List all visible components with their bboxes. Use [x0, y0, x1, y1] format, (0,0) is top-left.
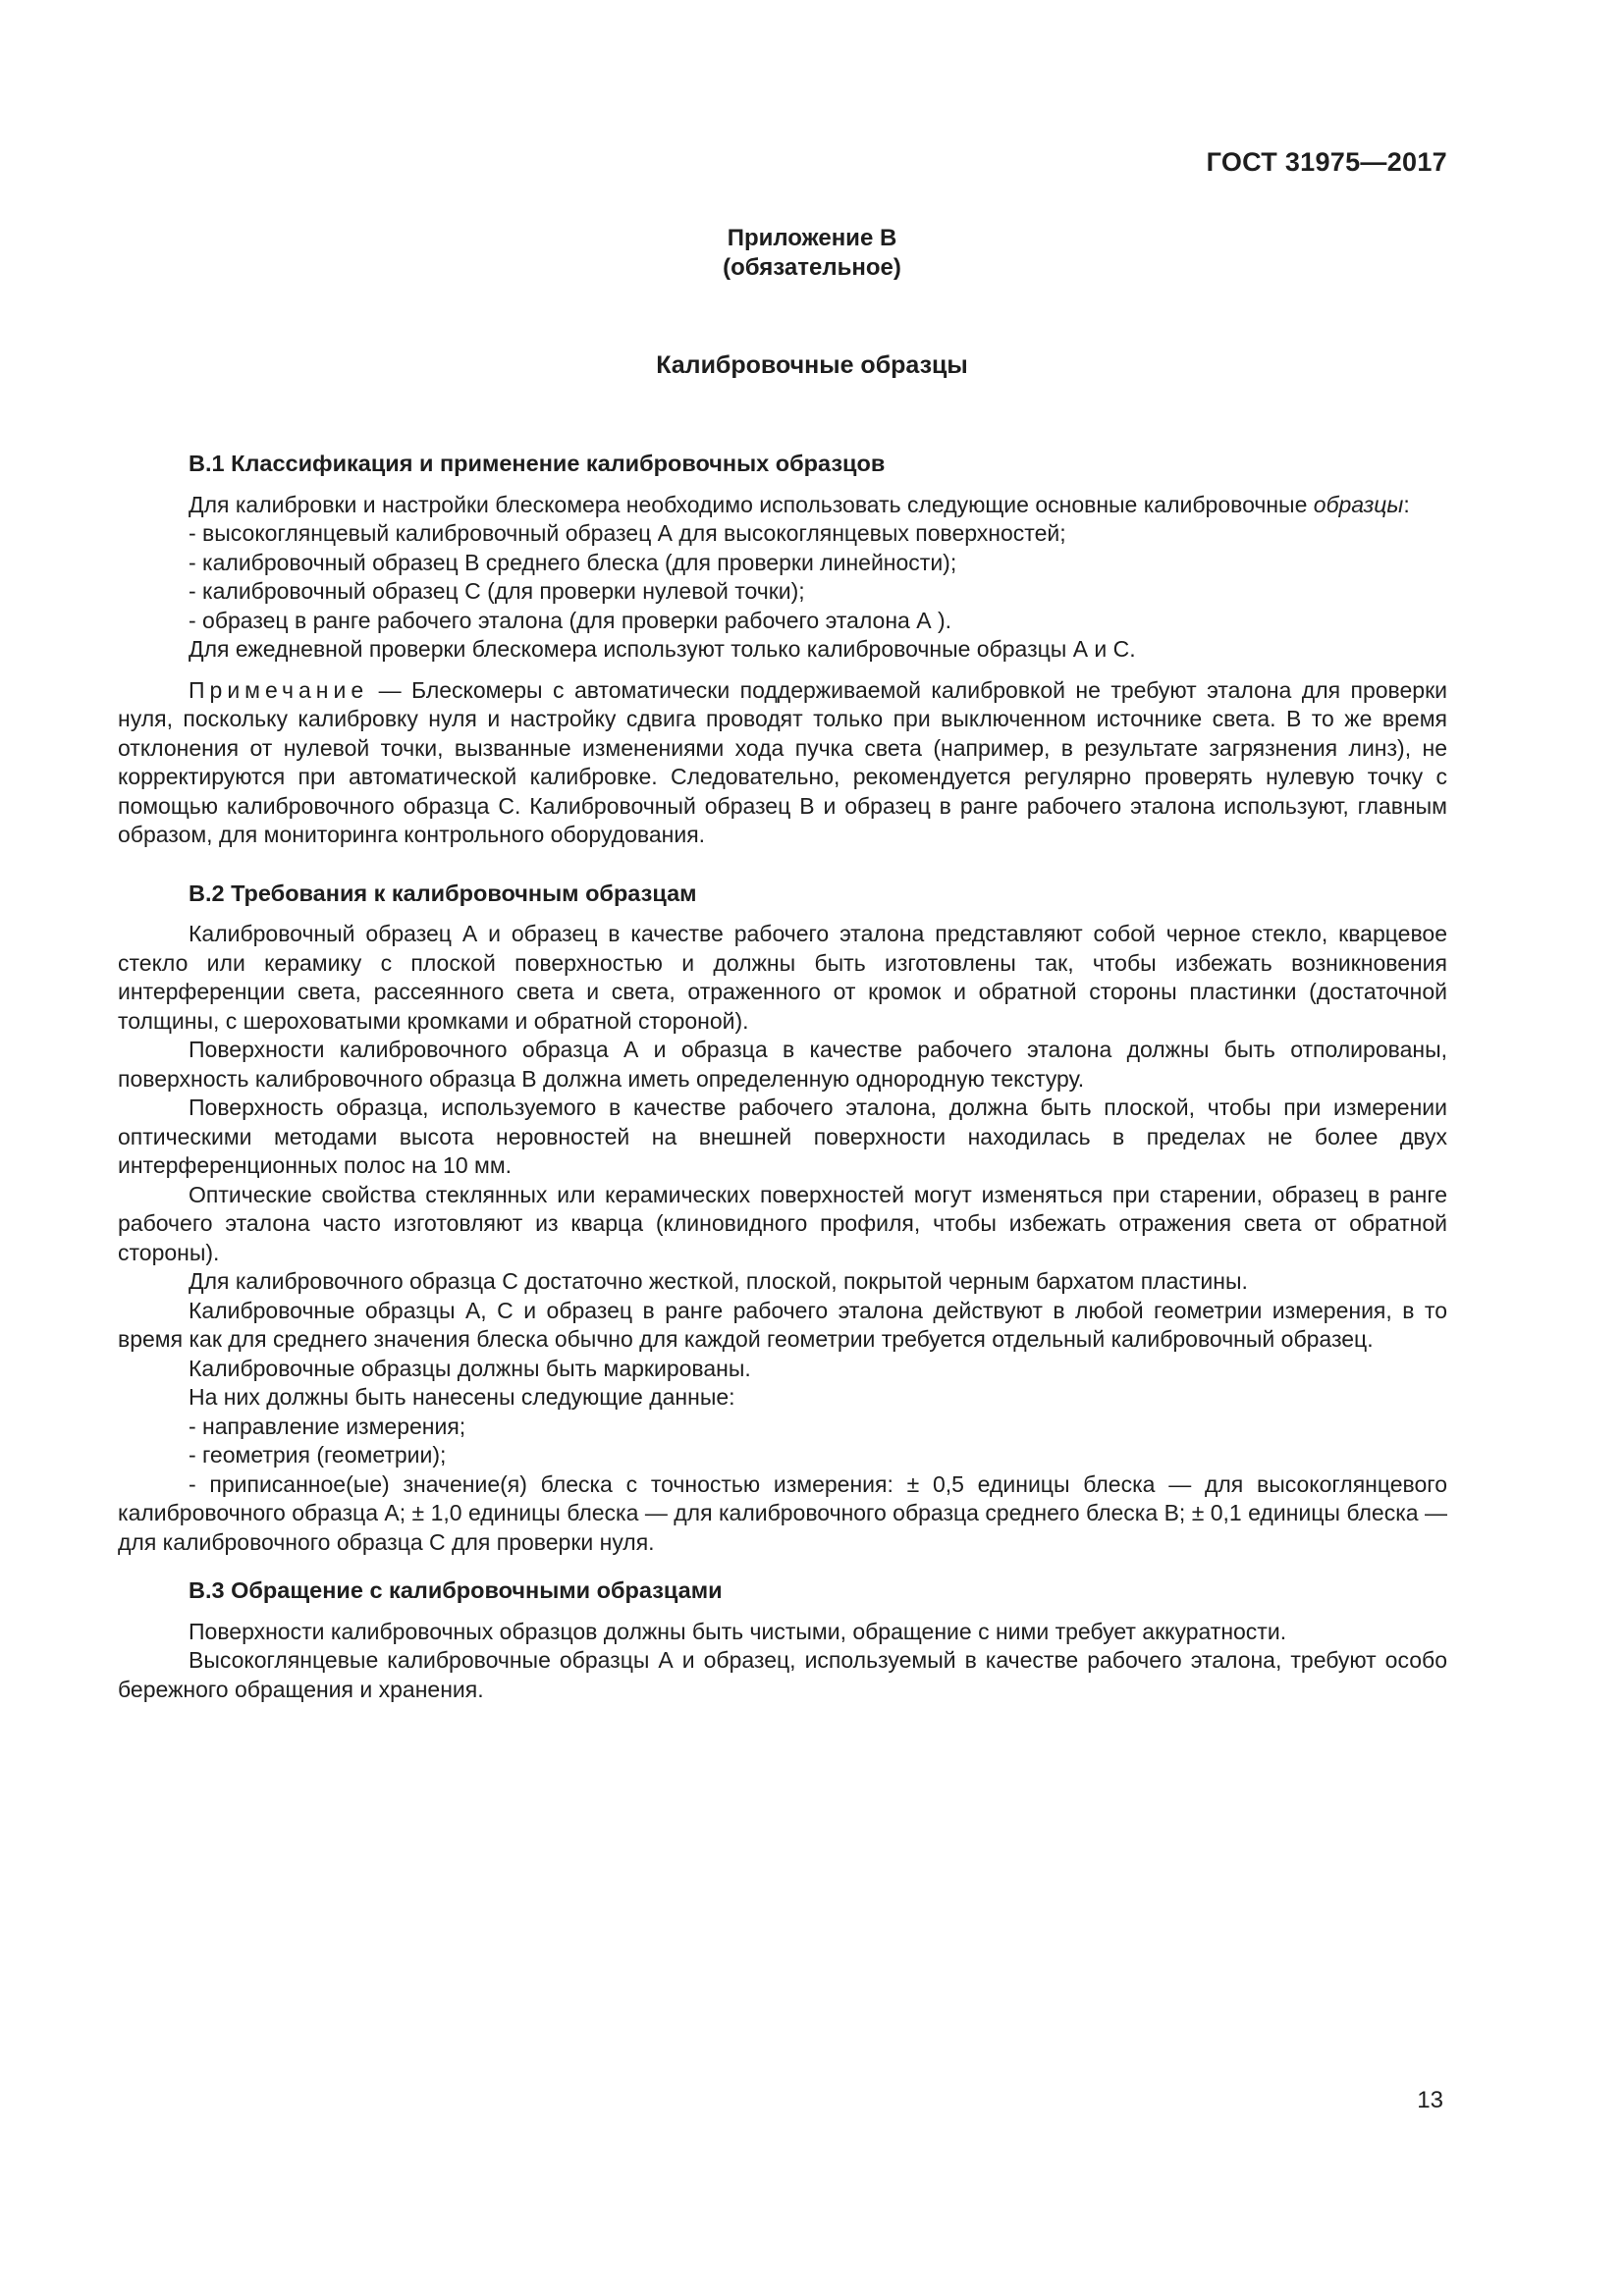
paragraph: Калибровочные образцы должны быть маркированы.: [189, 1355, 751, 1381]
paragraph: Поверхности калибровочных образцов должны быть чистыми, обращение с ними требует аккуратности.: [189, 1618, 1287, 1644]
paragraph: На них должны быть нанесены следующие данные:: [189, 1384, 735, 1410]
paragraph: Высокоглянцевые калибровочные образцы А и образец, используемый в качестве рабочего эталона, требуют особо бережного обращения и хранения.: [118, 1647, 1447, 1702]
appendix-title: Калибровочные образцы: [656, 351, 968, 379]
list-item: - калибровочный образец В среднего блеска (для проверки линейности);: [189, 549, 957, 575]
section-b2-heading: В.2 Требования к калибровочным образцам: [189, 880, 697, 906]
paragraph: Поверхности калибровочного образца А и образца в качестве рабочего эталона должны быть отполированы, поверхность калибровочного образца В должна иметь определенную однородную текстуру.: [118, 1037, 1447, 1092]
appendix-status: (обязательное): [723, 254, 901, 281]
note-paragraph: [118, 676, 1447, 850]
paragraph: Оптические свойства стеклянных или керамических поверхностей могут изменяться при старении, образец в ранге рабочего эталона часто изготовляют из кварца (клиновидного профиля, чтобы избежать отражения света от обратной стороны).: [118, 1181, 1447, 1265]
list-item: - калибровочный образец С (для проверки нулевой точки);: [189, 578, 805, 604]
section-b3-heading: В.3 Обращение с калибровочными образцами: [189, 1577, 723, 1603]
list-item: - образец в ранге рабочего эталона (для проверки рабочего эталона А ).: [189, 607, 952, 633]
paragraph: Для калибровочного образца С достаточно жесткой, плоской, покрытой черным бархатом пластины.: [189, 1268, 1248, 1294]
paragraph: Калибровочные образцы А, С и образец в ранге рабочего эталона действуют в любой геометрии измерения, в то время как для среднего значения блеска обычно для каждой геометрии требуется отдельный калибровочный образец.: [118, 1297, 1447, 1352]
page-number: 13: [1417, 2087, 1443, 2113]
appendix-label: Приложение В: [727, 225, 897, 251]
standard-code: ГОСТ 31975—2017: [1206, 147, 1447, 177]
list-item: - высокоглянцевый калибровочный образец А для высокоглянцевых поверхностей;: [189, 520, 1066, 546]
last-list-item: - приписанное(ые) значение(я) блеска с точностью измерения: ± 0,5 единицы блеска — для высокоглянцевого калибровочного образца А; ± 1,0 единицы блеска — для калибровочного образца среднего блеска В; ± 0,1 единицы блеска — для калибровочного образца С для проверки нуля.: [118, 1470, 1447, 1555]
intro-colon: :: [1403, 491, 1410, 517]
appendix-label-block: [0, 224, 1624, 283]
list-item: - геометрия (геометрии);: [189, 1442, 447, 1468]
paragraph: Поверхность образца, используемого в качестве рабочего эталона, должна быть плоской, чтобы при измерении оптическими методами высота неровностей на внешней поверхности находилась в пределах не более двух интерференционных полос на 10 мм.: [118, 1095, 1447, 1178]
section-b1-intro: [118, 491, 1447, 520]
intro-text: Для калибровки и настройки блескомера необходимо использовать следующие основные калибровочные: [189, 491, 1308, 517]
daily-check-paragraph: Для ежедневной проверки блескомера используют только калибровочные образцы А и С.: [189, 636, 1136, 662]
note-text: — Блескомеры с автоматически поддерживаемой калибровкой не требуют эталона для проверки нуля, поскольку калибровку нуля и настройку сдвига проводят только при выключенном источнике света. В то же время отклонения от нулевой точки, вызванные изменениями хода пучка света (например, в результате загрязнения линз), не корректируются при автоматической калибровке. Следовательно, рекомендуется регулярно проверять нулевую точку с помощью калибровочного образца С. Калибровочный образец В и образец в ранге рабочего эталона используют, главным образом, для мониторинга контрольного оборудования.: [118, 676, 1447, 847]
paragraph: Калибровочный образец А и образец в качестве рабочего эталона представляют собой черное стекло, кварцевое стекло или керамику с плоской поверхностью и должны быть изготовлены так, чтобы избежать возникновения интерференции света, рассеянного света и света, отраженного от кромок и обратной стороны пластинки (достаточной толщины, с шероховатыми кромками и обратной стороной).: [118, 921, 1447, 1034]
note-label: Примечание: [189, 676, 369, 703]
section-b1-heading: В.1 Классификация и применение калибровочных образцов: [189, 451, 886, 476]
list-item: - направление измерения;: [189, 1413, 466, 1439]
document-body: [118, 450, 1447, 1704]
intro-end: образцы: [1313, 491, 1404, 517]
